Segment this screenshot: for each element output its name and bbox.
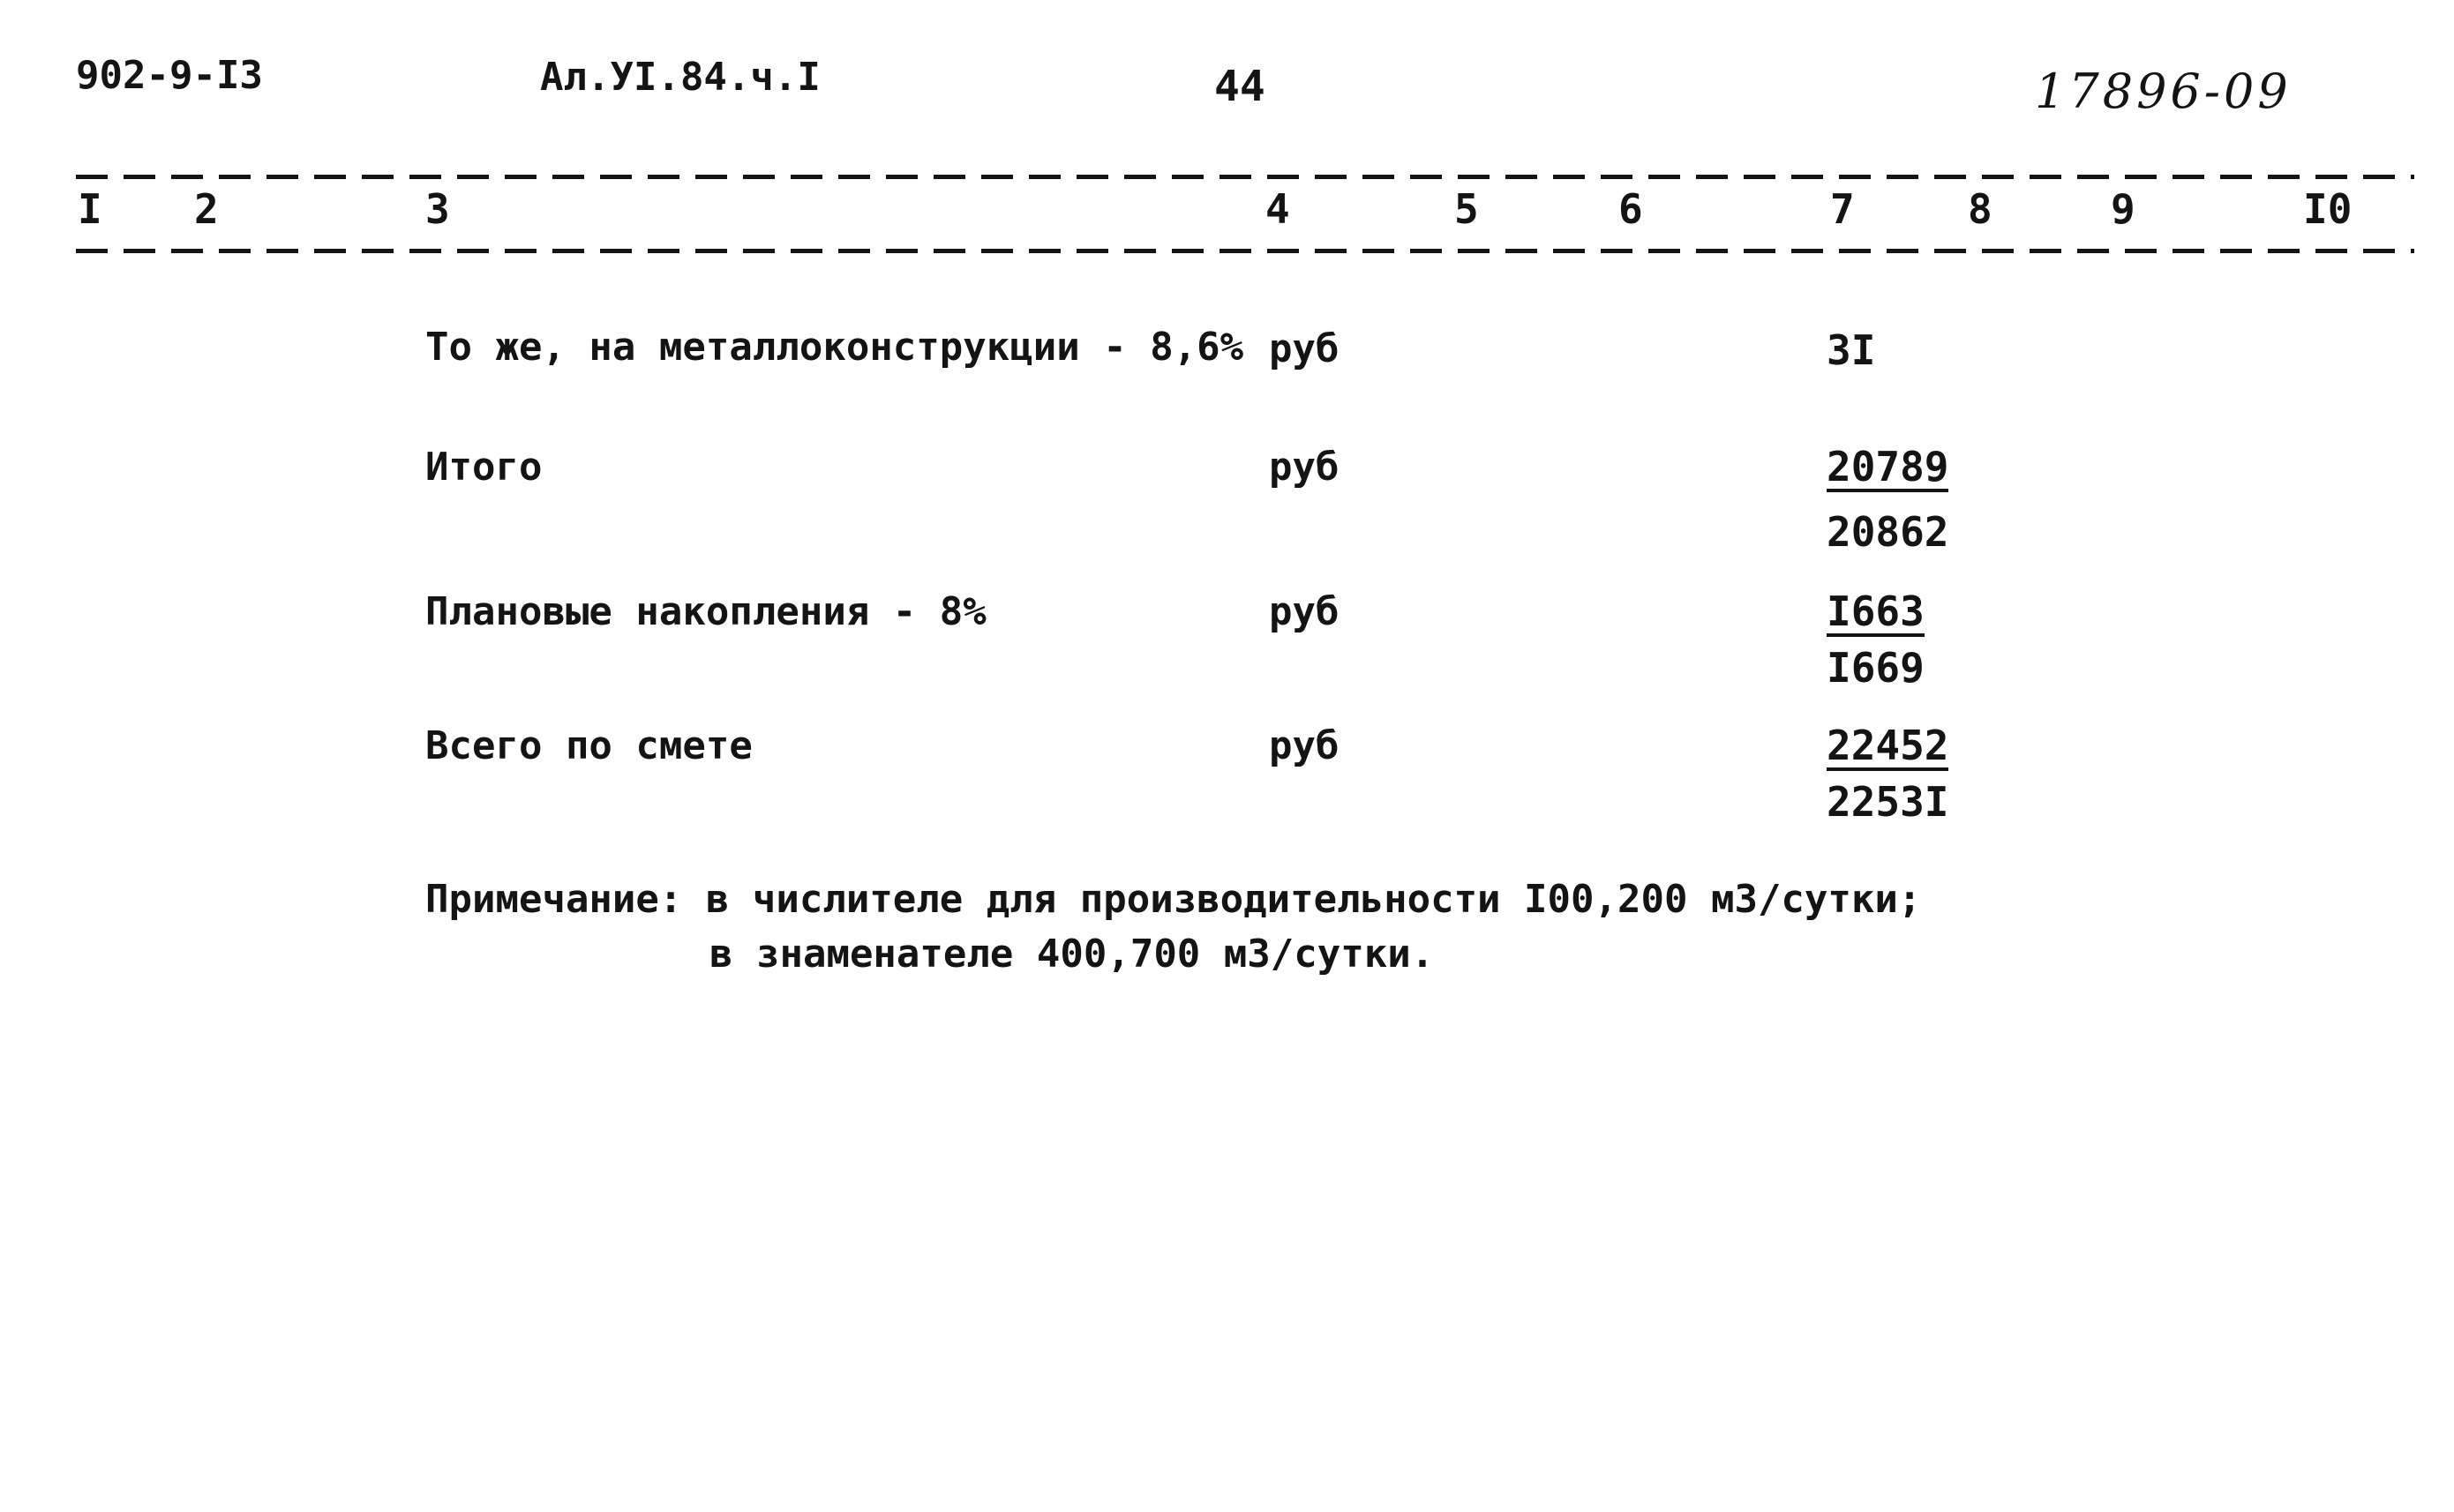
note-line-2: в знаменателе 400,700 м3/сутки. [709,932,1435,977]
row-value-subtotal-denominator: 20862 [1827,508,1949,556]
row-unit-metal-structures: руб [1269,326,1340,371]
row-value-planned-savings-denominator: I669 [1827,644,1925,692]
row-value-metal-structures: 3I [1827,326,1876,374]
page-number: 44 [1214,62,1265,111]
column-number-2: 2 [194,185,219,233]
table-header-top-rule [76,175,2414,179]
column-number-9: 9 [2111,185,2135,233]
column-number-3: 3 [425,185,450,233]
row-value-subtotal-numerator: 20789 [1827,443,1949,490]
column-number-4: 4 [1265,185,1290,233]
row-label-subtotal: Итого [425,445,543,490]
row-value-estimate-total-denominator: 2253I [1827,778,1949,826]
row-value-planned-savings-numerator: I663 [1827,588,1925,635]
column-number-10: I0 [2303,185,2353,233]
row-value-estimate-total-numerator: 22452 [1827,722,1949,769]
inventory-number: 17896-09 [2035,64,2292,119]
row-unit-subtotal: руб [1269,445,1340,490]
table-header-bottom-rule [76,249,2414,253]
row-label-estimate-total: Всего по смете [425,723,753,768]
album-reference: Ал.УI.84.ч.I [540,55,821,100]
column-number-5: 5 [1454,185,1479,233]
row-unit-estimate-total: руб [1269,723,1340,768]
row-label-planned-savings: Плановые накопления - 8% [425,589,987,634]
column-number-6: 6 [1618,185,1643,233]
column-number-8: 8 [1968,185,1992,233]
column-number-1: I [78,185,102,233]
row-label-metal-structures: То же, на металлоконструкции - 8,6% [425,325,1244,370]
note-line-1: Примечание: в числителе для производительности I00,200 м3/сутки; [425,877,1922,922]
column-number-7: 7 [1830,185,1855,233]
project-code: 902-9-I3 [76,53,263,98]
row-unit-planned-savings: руб [1269,589,1340,634]
